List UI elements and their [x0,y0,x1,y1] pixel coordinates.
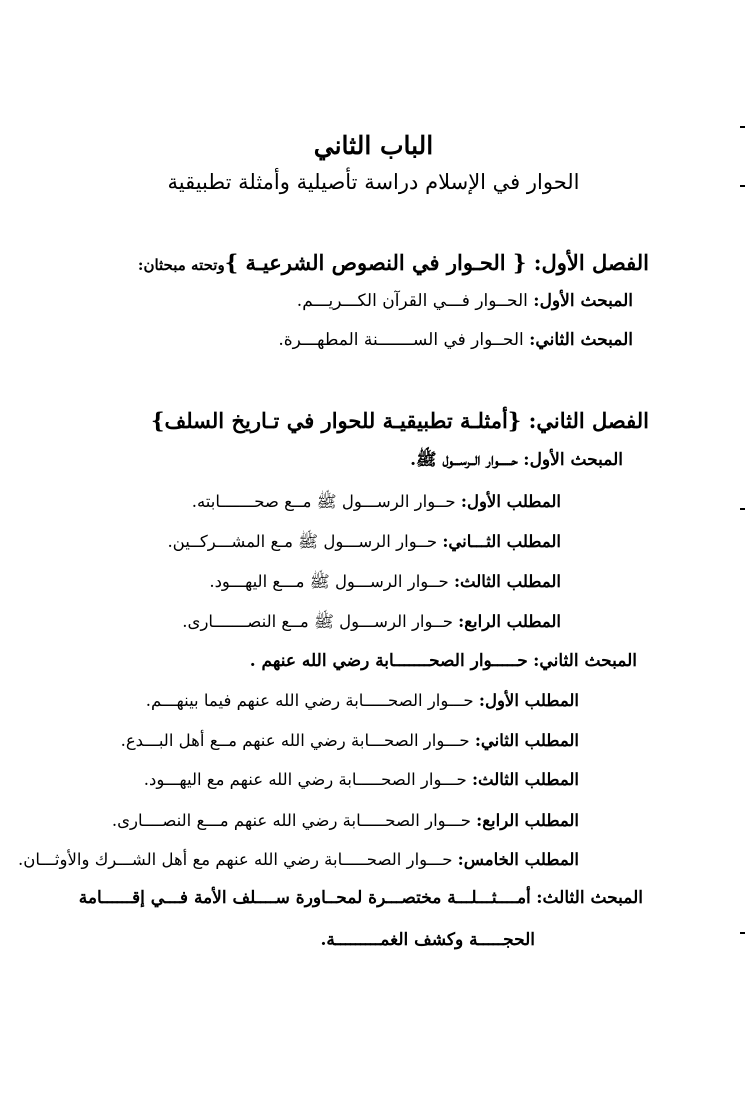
chapter-1-section-2 [0,332,747,349]
section-2-item-1 [0,693,747,710]
section-label: المبحث الثالث: [536,888,643,908]
item-text: حــوار الرســـول ﷺ مـــع اليهـــود. [209,572,449,591]
section-text: حــــــوار الــرســـول ﷺ. [410,450,518,470]
item-text: حـــوار الصحـــــابة رضي الله عنهم مـــع النصــــارى. [111,811,471,830]
chapter-1-section-1 [0,293,747,310]
chapter-2-section-1 [0,452,747,469]
chapter-2-heading [0,410,747,431]
chapter-1-label: الفصل الأول: [533,250,649,275]
chapter-2-label: الفصل الثاني: [528,408,649,433]
section-3-continuation: الحجـــــة وكشف الغمـــــــــة. [320,930,535,950]
item-text: حـــوار الصحـــــابة رضي الله عنهم مع اليهـــود. [143,770,467,789]
section-text: الحــوار فـــي القرآن الكـــريـــم. [296,291,528,311]
chapter-2-section-3 [0,890,747,907]
scan-mark [740,932,745,934]
section-label: المبحث الثاني: [529,330,633,350]
chapter-2-title: {أمثلـة تطبيقيـة للحوار في تـاريخ السلف} [150,408,522,433]
chapter-1-heading [0,252,747,273]
item-text: حـــوار الصحـــــابة رضي الله عنهم مع أهل الشـــرك والأوثـــان. [18,850,453,869]
item-text: حـــوار الصحـــابة رضي الله عنهم مــع أهل البـــدع. [120,731,470,750]
item-label: المطلب الأول: [478,691,579,710]
scan-mark [740,508,745,510]
section-label: المبحث الثاني: [533,651,637,671]
chapter-2-section-2 [0,653,747,670]
section-text: أمــــثـــلـــة مختصـــرة لمحــاورة ســــلف الأمة فـــي إقــــــامة [78,888,531,908]
section-1-item-2 [0,534,747,551]
section-label: المبحث الأول: [523,450,623,470]
part-subtitle: الحوار في الإسلام دراسة تأصيلية وأمثلة تطبيقية [167,170,580,194]
item-text: حــوار الرســـول ﷺ مــع صحـــــــابته. [191,492,456,511]
section-text: الحــوار في الســـــــنة المطهـــرة. [278,330,524,350]
item-label: المطلب الرابع: [476,811,579,830]
section-1-item-4 [0,614,747,631]
item-label: المطلب الثالث: [471,770,579,789]
item-text: حـــوار الصحـــــابة رضي الله عنهم فيما بينهـــم. [145,691,474,710]
item-text: حــوار الرســـول ﷺ مــع النصـــــــارى. [182,612,453,631]
item-label: المطلب الثاني: [474,731,579,750]
section-1-item-3 [0,574,747,591]
section-2-item-2 [0,733,747,750]
section-2-item-3 [0,772,747,789]
section-text: حـــــوار الصحـــــــابة رضي الله عنهم . [249,651,528,671]
section-1-item-1 [0,494,747,511]
scan-mark [740,185,745,187]
chapter-1-note: وتحته مبحثان: [137,256,225,274]
item-label: المطلب الثالث: [453,572,561,591]
item-label: المطلب الأول: [460,492,561,511]
chapter-1-title: { الحـوار في النصوص الشرعيـة } [224,250,527,275]
section-2-item-4 [0,813,747,830]
item-label: المطلب الخامس: [457,850,579,869]
part-title: الباب الثاني [313,131,434,160]
item-label: المطلب الثـــاني: [442,532,561,551]
item-text: حــوار الرســـول ﷺ مـع المشـــركــين. [167,532,438,551]
section-label: المبحث الأول: [533,291,633,311]
item-label: المطلب الرابع: [458,612,561,631]
scan-mark [740,126,745,128]
section-2-item-5 [0,852,747,869]
